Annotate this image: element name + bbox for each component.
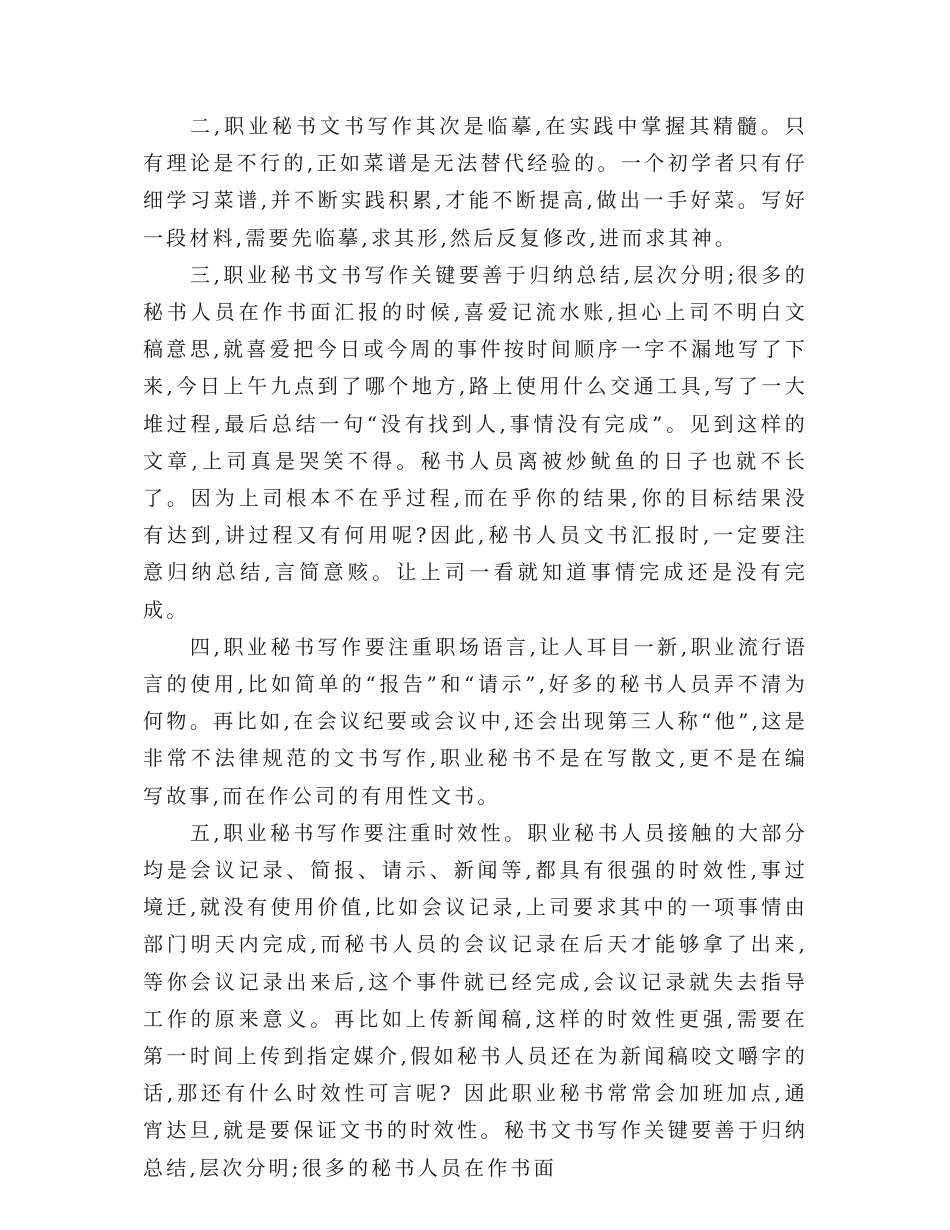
paragraph-2: 二,职业秘书文书写作其次是临摹,在实践中掌握其精髓。只有理论是不行的,正如菜谱是无法替代经验的。一个初学者只有仔细学习菜谱,并不断实践积累,才能不断提高,做出一手好菜。写好一段材料,需要先临摹,求其形,然后反复修改,进而求其神。 [143,114,808,250]
paragraph-3: 三,职业秘书文书写作关键要善于归纳总结,层次分明;很多的秘书人员在作书面汇报的时候,喜爱记流水账,担心上司不明白文稿意思,就喜爱把今日或今周的事件按时间顺序一字不漏地写了下来,今日上午九点到了哪个地方,路上使用什么交通工具,写了一大堆过程,最后总结一句“没有找到人,事情没有完成”。见到这样的文章,上司真是哭笑不得。秘书人员离被炒鱿鱼的日子也就不长了。因为上司根本不在乎过程,而在乎你的结果,你的目标结果没有达到,讲过程又有何用呢?因此,秘书人员文书汇报时,一定要注意归纳总结,言简意赅。让上司一看就知道事情完成还是没有完成。 [143,262,808,622]
paragraph-5: 五,职业秘书写作要注重时效性。职业秘书人员接触的大部分均是会议记录、简报、请示、新闻等,都具有很强的时效性,事过境迁,就没有使用价值,比如会议记录,上司要求其中的一项事情由部门明天内完成,而秘书人员的会议记录在后天才能够拿了出来,等你会议记录出来后,这个事件就已经完成,会议记录就失去指导工作的原来意义。再比如上传新闻稿,这样的时效性更强,需要在第一时间上传到指定媒介,假如秘书人员还在为新闻稿咬文嚼字的话,那还有什么时效性可言呢? 因此职业秘书常常会加班加点,通宵达旦,就是要保证文书的时效性。秘书文书写作关键要善于归纳总结,层次分明;很多的秘书人员在作书面 [143,820,808,1180]
document-body [143,108,808,1187]
paragraph-4: 四,职业秘书写作要注重职场语言,让人耳目一新,职业流行语言的使用,比如简单的“报告”和“请示”,好多的秘书人员弄不清为何物。再比如,在会议纪要或会议中,还会出现第三人称“他”,这是非常不法律规范的文书写作,职业秘书不是在写散文,更不是在编写故事,而在作公司的有用性文书。 [143,634,808,808]
